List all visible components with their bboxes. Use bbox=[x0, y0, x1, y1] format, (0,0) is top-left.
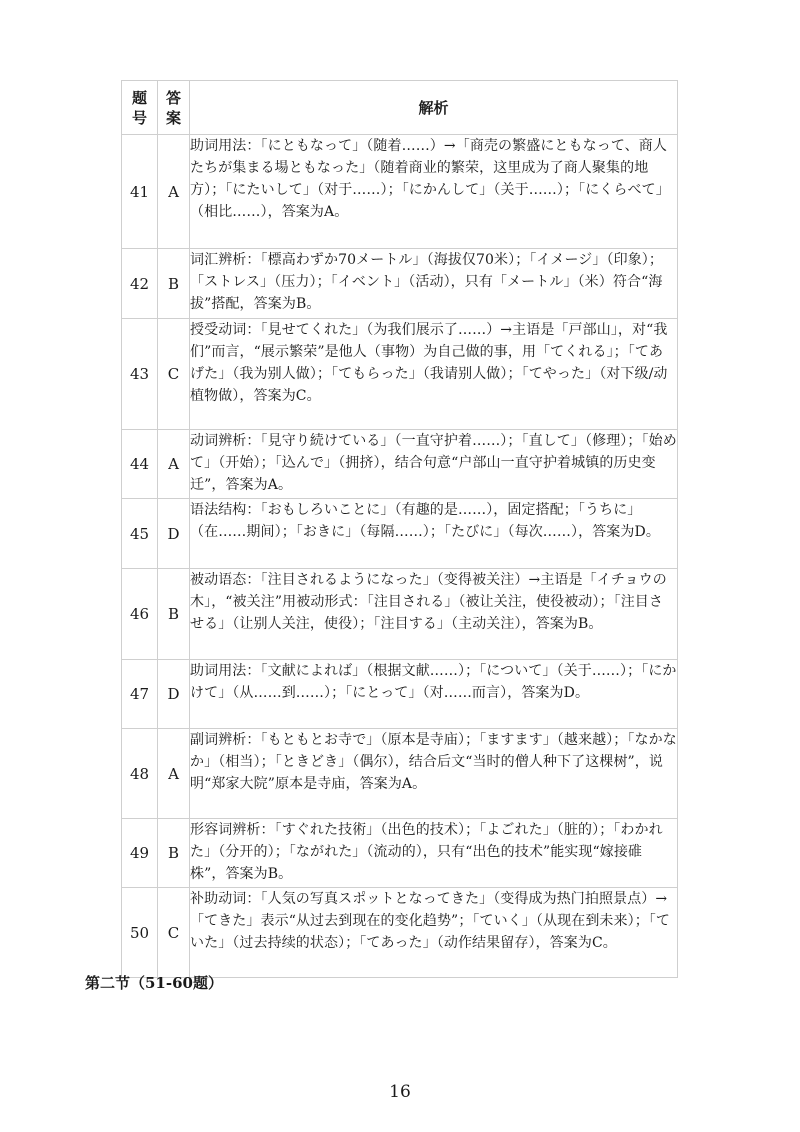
table-row bbox=[122, 499, 678, 569]
answer-letter: C bbox=[158, 319, 190, 430]
table-row bbox=[122, 569, 678, 660]
page-number: 16 bbox=[389, 1082, 411, 1102]
section-title: 第二节（51-60题） bbox=[85, 974, 223, 992]
question-number: 45 bbox=[122, 499, 158, 569]
table-row bbox=[122, 249, 678, 319]
question-number: 44 bbox=[122, 430, 158, 499]
answer-letter: A bbox=[158, 729, 190, 819]
header-num bbox=[122, 81, 158, 135]
answer-letter: A bbox=[158, 430, 190, 499]
header-exp: 解析 bbox=[190, 81, 678, 135]
table-row bbox=[122, 888, 678, 978]
question-number: 43 bbox=[122, 319, 158, 430]
table-row bbox=[122, 729, 678, 819]
answer-letter: C bbox=[158, 888, 190, 978]
explanation: 形容词辨析：「すぐれた技術」（出色的技术）；「よごれた」（脏的）；「わかれた」（分开的）；「ながれた」（流动的），只有“出色的技术”能实现“嫁接碓株”，答案为B。 bbox=[190, 819, 678, 888]
header-ans bbox=[158, 81, 190, 135]
table-row bbox=[122, 819, 678, 888]
table-row bbox=[122, 135, 678, 249]
answer-letter: D bbox=[158, 499, 190, 569]
table-row bbox=[122, 319, 678, 430]
answer-letter: B bbox=[158, 819, 190, 888]
question-number: 50 bbox=[122, 888, 158, 978]
answer-letter: D bbox=[158, 660, 190, 729]
explanation: 授受动词：「見せてくれた」（为我们展示了……）→主语是「戸部山」，对“我们”而言，“展示繁荣”是他人（事物）为自己做的事，用「てくれる」；「てあげた」（我为别人做）；「てもらった」（我请别人做）；「てやった」（对下级/动植物做），答案为C。 bbox=[190, 319, 678, 430]
header-num-label: 题 号 bbox=[131, 88, 147, 127]
table-header-row bbox=[122, 81, 678, 135]
header-ans-label: 答 案 bbox=[165, 88, 181, 127]
question-number: 47 bbox=[122, 660, 158, 729]
answer-letter: B bbox=[158, 569, 190, 660]
question-number: 41 bbox=[122, 135, 158, 249]
question-number: 49 bbox=[122, 819, 158, 888]
explanation: 词汇辨析：「標高わずか70メートル」（海拔仅70米）；「イメージ」（印象）；「ストレス」（压力）；「イベント」（活动），只有「メートル」（米）符合“海拔”搭配，答案为B。 bbox=[190, 249, 678, 319]
explanation: 助词用法：「文献によれば」（根据文献……）；「について」（关于……）；「にかけて」（从……到……）；「にとって」（对……而言），答案为D。 bbox=[190, 660, 678, 729]
table-row bbox=[122, 660, 678, 729]
explanation: 补助动词：「人気の写真スポットとなってきた」（变得成为热门拍照景点）→「てきた」表示“从过去到现在的变化趋势”；「ていく」（从现在到未来）；「ていた」（过去持续的状态）；「てあった」（动作结果留存），答案为C。 bbox=[190, 888, 678, 978]
table-row bbox=[122, 430, 678, 499]
explanation: 助词用法：「にともなって」（随着……）→「商売の繁盛にともなって、商人たちが集まる場ともなった」（随着商业的繁荣，这里成为了商人聚集的地方）；「にたいして」（对于……）；「にかんして」（关于……）；「にくらべて」（相比……），答案为A。 bbox=[190, 135, 678, 249]
answer-letter: B bbox=[158, 249, 190, 319]
explanation: 动词辨析：「見守り続けている」（一直守护着……）；「直して」（修理）；「始めて」（开始）；「込んで」（拥挤），结合句意“户部山一直守护着城镇的历史变迁”，答案为A。 bbox=[190, 430, 678, 499]
explanation: 语法结构：「おもしろいことに」（有趣的是……），固定搭配；「うちに」（在……期间）；「おきに」（每隔……）；「たびに」（每次……），答案为D。 bbox=[190, 499, 678, 569]
explanation: 副词辨析：「もともとお寺で」（原本是寺庙）；「ますます」（越来越）；「なかなか」（相当）；「ときどき」（偶尔），结合后文“当时的僧人种下了这棵树”，说明“郑家大院”原本是寺庙，答案为A。 bbox=[190, 729, 678, 819]
question-number: 42 bbox=[122, 249, 158, 319]
explanation: 被动语态：「注目されるようになった」（变得被关注）→主语是「イチョウの木」，“被关注”用被动形式：「注目される」（被让关注，使役被动）；「注目させる」（让别人关注，使役）；「注目する」（主动关注），答案为B。 bbox=[190, 569, 678, 660]
question-number: 48 bbox=[122, 729, 158, 819]
answer-table bbox=[121, 80, 678, 978]
answer-letter: A bbox=[158, 135, 190, 249]
question-number: 46 bbox=[122, 569, 158, 660]
